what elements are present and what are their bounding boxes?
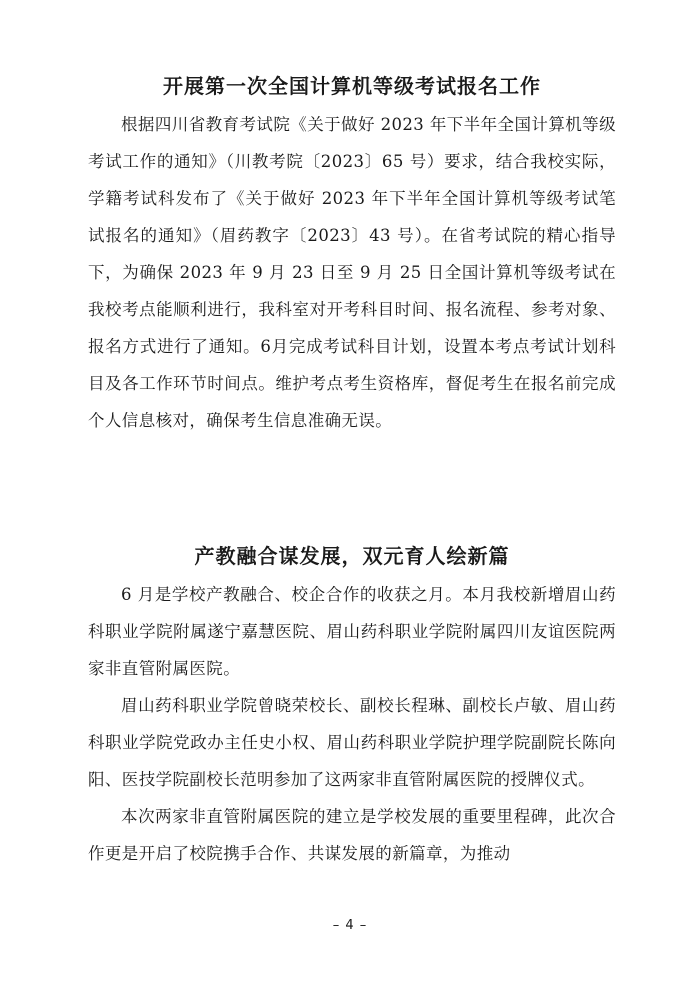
section-industry-education-integration (88, 542, 616, 872)
paragraph: 6 月是学校产教融合、校企合作的收获之月。本月我校新增眉山药科职业学院附属遂宁嘉慧医院、眉山药科职业学院附属四川友谊医院两家非直管附属医院。 (88, 585, 616, 678)
section-title: 产教融合谋发展，双元育人绘新篇 (194, 544, 510, 568)
paragraph: 根据四川省教育考试院《关于做好 2023 年下半年全国计算机等级考试工作的通知》（川教考院〔2023〕65 号）要求，结合我校实际，学籍考试科发布了《关于做好 2023 年下半年全国计算机等级考试笔试报名的通知》（眉药教字〔2023〕43 号）。在省考试院的精心指导下，为确保 2023 年 9 月 23 日至 9 月 25 日全国计算机等级考试在我校考点能顺利进行，我科室对开考科目时间、报名流程、参考对象、报名方式进行了通知。6月完成考试科目计划，设置本考点考试计划科目及各工作环节时间点。维护考点考生资格库，督促考生在报名前完成个人信息核对，确保考生信息准确无误。 (88, 115, 616, 430)
paragraph: 眉山药科职业学院曾晓荣校长、副校长程琳、副校长卢敏、眉山药科职业学院党政办主任史小权、眉山药科职业学院护理学院副院长陈向阳、医技学院副校长范明参加了这两家非直管附属医院的授牌仪式。 (88, 696, 616, 789)
page-number: – 4 – (332, 918, 368, 933)
paragraph: 本次两家非直管附属医院的建立是学校发展的重要里程碑，此次合作更是开启了校院携手合作、共谋发展的新篇章，为推动 (88, 807, 616, 863)
section-title: 开展第一次全国计算机等级考试报名工作 (163, 74, 541, 98)
section-computer-exam-registration (88, 72, 616, 439)
